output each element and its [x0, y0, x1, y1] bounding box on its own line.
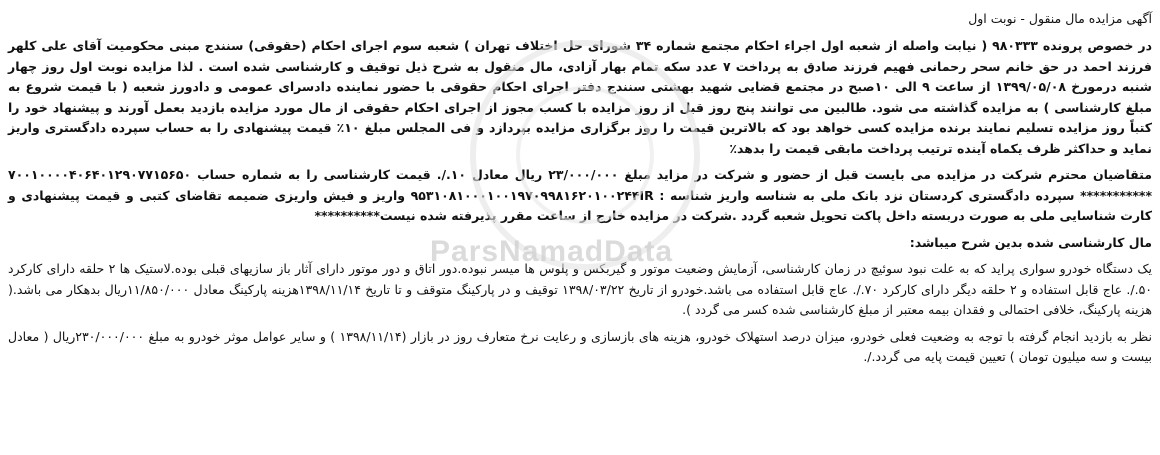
paragraph-item-heading: مال کارشناسی شده بدین شرح میباشد:	[909, 234, 1152, 250]
watermark-logo: ParsNamadData	[430, 235, 674, 268]
paragraph-base-price: نظر به بازدید انجام گرفته با توجه به وضعیت فعلی خودرو، میزان درصد استهلاک خودرو، هزینه های بازسازی و رعایت نرخ متعارف روز در بازار (۱۳۹۸/۱۱/۱۴ ) و سایر عوامل موثر خودرو به مبلغ ۲۳۰/۰۰۰/۰۰۰ریال ( معادل بیست و سه میلیون تومان ) تعیین قیمت پایه می گردد./.	[8, 328, 1153, 364]
paragraph-vehicle-description: یک دستگاه خودرو سواری پراید که به علت نبود سوئیچ در زمان کارشناسی، آزمایش وضعیت موتور و گیربکس و پلوس ها میسر نبوده.دور اتاق و دور موتور دارای آثار باز سازیهای قبلی بوده.لاستیک ها ۲ حلقه دارای کارکرد ۵۰./. عاج قابل استفاده و ۲ حلقه دیگر دارای کارکرد ۷۰./. عاج قابل استفاده می باشد.خودرو از تاریخ ۱۳۹۸/۰۳/۲۲ توقیف و در پارکینگ متوقف و تا تاریخ ۱۳۹۸/۱۱/۱۴هزینه پارکینگ معادل ۱۱/۸۵۰/۰۰۰ریال بدهکار می باشد.( هزینه پارکینگ، خلافی احتمالی و فقدان بیمه معتبر از مبلغ کارشناسی شده کسر می گردد ).	[8, 261, 1152, 317]
paragraph-participation-terms: متقاضیان محترم شرکت در مزایده می بایست قبل از حضور و شرکت در مزاید مبلغ ۲۳/۰۰۰/۰۰۰ ریال معادل ۱۰./. قیمت کارشناسی را به شماره حساب ۷۰۰۱۰۰۰۰۴۰۶۴۰۱۲۹۰۷۷۱۵۶۵۰ *********** سپرده دادگستری کردستان نزد بانک ملی به شناسه واریز شناسه : ۹۵۳۱۰۸۱۰۰۰۱۰۰۱۹۷۰۹۹۸۱۶۲۰۱۰۰۲۴۴IR واریز و فیش واریزی ضمیمه تقاضای کتبی و قیمت پیشنهادی و کارت شناسایی ملی به صورت دربسته داخل پاکت تحویل شعبه گردد .شرکت در مزایده خارج از ساعت مقرر پذیرفته شده نیست**********	[8, 167, 1153, 223]
paragraph-case-details: در خصوص پرونده ۹۸۰۳۳۳ ( نیابت واصله از شعبه اول اجراء احکام مجتمع شماره ۳۴ شورای حل اختلاف تهران ) شعبه سوم اجرای احکام (حقوقی) سنندج مبنی محکومیت آقای علی کلهر فرزند احمد در حق خانم سحر رحمانی فهیم فرزند صادق به پرداخت ۷ عدد سکه تمام بهار آزادی، مال منقول به شرح ذیل توقیف و کارشناسی شده است . لذا مزایده نوبت اول روز چهار شنبه درمورخ ۱۳۹۹/۰۵/۰۸ از ساعت ۹ الی ۱۰صبح در مجتمع قضایی شهید بهشتی سنندج دفتر اجرای احکام حقوقی با حضور نماینده دادسرای عمومی و دادورز شعبه ( با قیمت شروع به مبلغ کارشناسی ) به مزایده گذاشته می شود. طالبین می توانند پنج روز قبل از روز مزایده با کسب مجوز از اجرای احکام حقوقی از مال مورد مزایده بازدید بعمل آورند و پیشنهاد خود را کتباً روز مزایده تسلیم نمایند برنده مزایده کسی خواهد بود که بالاترین قیمت را روز برگزاری مزایده بپردازد و فی المجلس مبلغ ۱۰٪ قیمت پیشنهادی را به حساب سپرده دادگستری واریز نماید و حداکثر ظرف یکماه آینده ترتیب پرداخت مابقی قیمت را بدهد٪	[8, 38, 1152, 156]
notice-title: آگهی مزایده مال منقول - نوبت اول	[968, 11, 1152, 26]
